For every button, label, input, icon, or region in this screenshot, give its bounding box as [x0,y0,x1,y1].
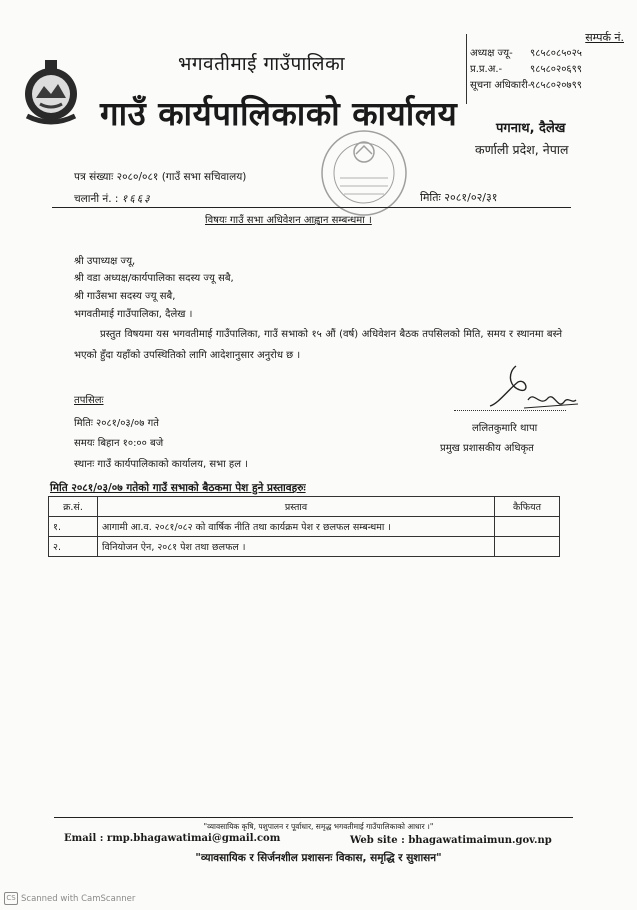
table-row [49,537,560,557]
header-divider [52,207,571,208]
addressee-line: श्री उपाध्यक्ष ज्यू, [74,256,136,267]
serial-cell: २. [49,537,98,557]
reference-number: पत्र संख्याः २०८०/०८१ (गाउँ सभा सचिवालय) [74,171,247,183]
column-header: प्रस्ताव [98,497,495,517]
agenda-table [48,496,560,557]
contact-title: सम्पर्क नं. [585,31,624,44]
scanner-text: Scanned with CamScanner [21,893,136,904]
footer-slogan-main: "व्यावसायिक र सिर्जनशील प्रशासनः विकास, समृद्धि र सुशासन" [195,852,442,864]
remarks-cell [495,517,560,537]
addressee-line: श्री गाउँसभा सदस्य ज्यू सबै, [74,291,176,302]
contact-row [470,46,630,62]
addressee-line: भगवतीमाई गाउँपालिका, दैलेख । [74,309,193,320]
footer-slogan-small: "व्यावसायिक कृषि, पशुपालन र पूर्वाधार, समृद्ध भगवतीमाई गाउँपालिकाको आधार ।" [203,822,434,831]
remarks-cell [495,537,560,557]
signature-line [454,410,566,411]
detail-date: मितिः २०८१/०३/०७ गते [74,418,159,429]
signatory-title: प्रमुख प्रशासकीय अधिकृत [440,443,534,454]
scanner-watermark [4,892,135,905]
footer-divider [54,817,573,818]
contact-label: सूचना अधिकारी- [470,80,532,91]
camscanner-icon: CS [4,892,18,905]
contact-row [470,62,630,78]
address-line-2: कर्णाली प्रदेश, नेपाल [475,142,569,157]
handwritten-signature [468,360,584,420]
signatory-name: ललितकुमारि थापा [472,423,538,434]
contact-box [470,30,630,94]
column-header: क्र.सं. [49,497,98,517]
contact-number: ९८५८०२०७९९ [530,80,582,91]
letter-subject: विषयः गाउँ सभा अधिवेशन आह्वान सम्बन्धमा । [205,215,372,226]
proposal-cell: विनियोजन ऐन, २०८१ पेश तथा छलफल । [98,537,495,557]
contact-number: ९८५८०८५०२५ [530,48,582,59]
letter-date: मितिः २०८१/०२/३१ [420,191,498,204]
table-header-row [49,497,560,517]
office-name: गाउँ कार्यपालिकाको कार्यालय [100,94,458,133]
table-row [49,517,560,537]
municipality-name: भगवतीमाई गाउँपालिका [178,53,346,75]
detail-time: समयः बिहान १०:०० बजे [74,438,164,449]
proposal-cell: आगामी आ.व. २०८१/०८२ को वार्षिक नीति तथा कार्यक्रम पेश र छलफल सम्बन्धमा । [98,517,495,537]
dispatch-value: १६६३ [121,193,152,205]
dispatch-label: चलानी नं. : [74,193,119,205]
letter-body: प्रस्तुत विषयमा यस भगवतीमाई गाउँपालिका, गाउँ सभाको १५ औं (वर्ष) अधिवेशन बैठक तपसिलको मिति, समय र स्थानमा बस्ने भएको हुँदा यहाँको उपस्थितिको लागि आदेशानुसार अनुरोध छ । [74,329,562,361]
footer-email[interactable]: Email : rmp.bhagawatimai@gmail.com [64,833,281,844]
contact-row [470,78,630,94]
serial-cell: १. [49,517,98,537]
contact-number: ९८५८०२०६९९ [530,64,582,75]
details-heading: तपसिलः [74,395,104,406]
column-header: कैफियत [495,497,560,517]
detail-venue: स्थानः गाउँ कार्यपालिकाको कार्यालय, सभा हल । [74,459,248,470]
official-stamp-icon [318,128,410,218]
contact-label: अध्यक्ष ज्यू- [470,48,513,59]
addressee-line: श्री वडा अध्यक्ष/कार्यपालिका सदस्य ज्यू सबै, [74,273,234,284]
address-line-1: पगनाथ, दैलेख [496,121,566,136]
dispatch-number [74,192,152,206]
nepal-emblem-icon [22,58,80,128]
contact-label: प्र.प्र.अ.- [470,64,503,75]
agenda-title: मिति २०८१/०३/०७ गतेको गाउँ सभाको बैठकमा पेश हुने प्रस्तावहरुः [50,482,306,494]
footer-website[interactable]: Web site : bhagawatimaimun.gov.np [350,835,552,846]
